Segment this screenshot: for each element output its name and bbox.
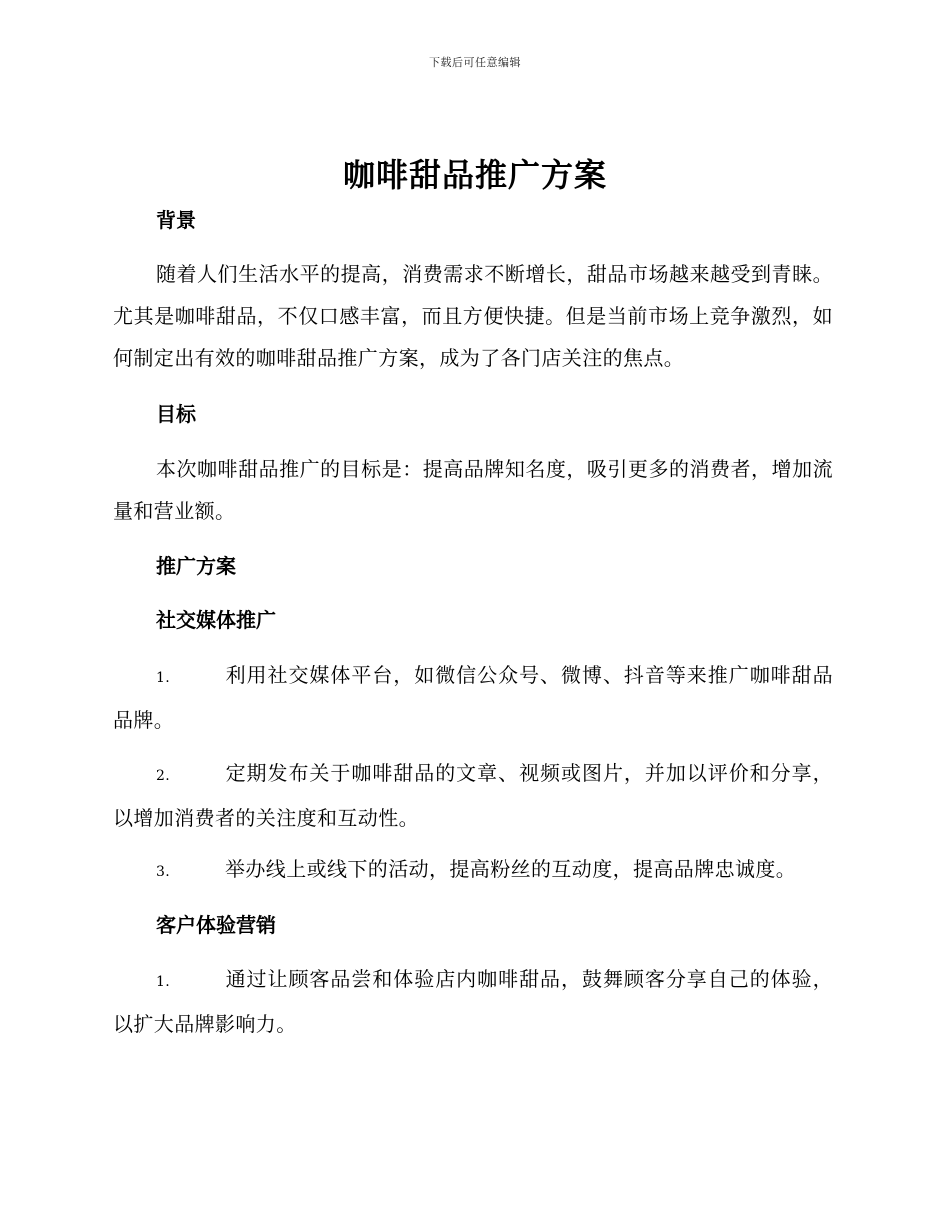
list-item-number: 1. [156,670,171,686]
list-item-text: 利用社交媒体平台，如微信公众号、微博、抖音等来推广咖啡甜品品牌。 [113,663,833,732]
list-item [113,848,833,893]
list-item-text: 定期发布关于咖啡甜品的文章、视频或图片，并加以评价和分享，以增加消费者的关注度和互动性。 [113,761,833,830]
list-item-number: 2. [156,768,171,784]
list-item-number: 3. [156,864,171,880]
document-title: 咖啡甜品推广方案 [342,156,607,194]
paragraph-goal: 本次咖啡甜品推广的目标是：提高品牌知名度，吸引更多的消费者，增加流量和营业额。 [113,457,833,523]
header-note: 下载后可任意编辑 [429,56,521,69]
section-heading-goal: 目标 [156,402,196,426]
paragraph-background: 随着人们生活水平的提高，消费需求不断增长，甜品市场越来越受到青睐。尤其是咖啡甜品，不仅口感丰富，而且方便快捷。但是当前市场上竞争激烈，如何制定出有效的咖啡甜品推广方案，成为了各门店关注的焦点。 [113,262,833,370]
section-heading-plan: 推广方案 [156,554,236,578]
list-item [113,654,833,741]
section-heading-background: 背景 [156,208,196,232]
list-item [113,752,833,839]
list-item-text: 通过让顾客品尝和体验店内咖啡甜品，鼓舞顾客分享自己的体验，以扩大品牌影响力。 [113,967,833,1036]
list-item [113,958,833,1045]
list-item-text: 举办线上或线下的活动，提高粉丝的互动度，提高品牌忠诚度。 [225,857,797,881]
list-item-number: 1. [156,974,171,990]
section-heading-social: 社交媒体推广 [156,608,276,632]
section-heading-experience: 客户体验营销 [156,913,276,937]
